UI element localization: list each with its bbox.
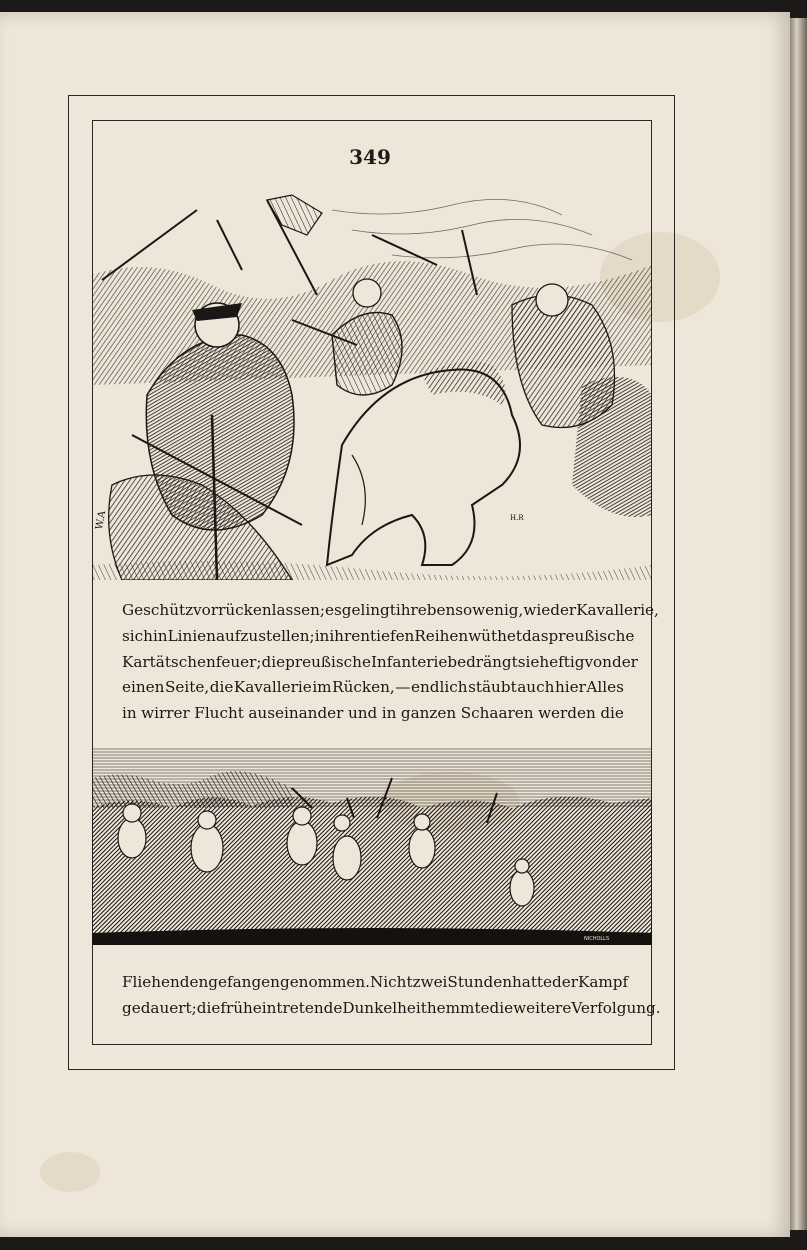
text-line: Fliehenden gefangen genommen. Nicht zwei Stunden hatte der Kampf — [122, 973, 629, 991]
text-line: in wirrer Flucht auseinander und in ganzen Schaaren werden die — [122, 704, 624, 723]
text-line: gedauert; die früh eintretende Dunkelheit hemmte die weitere Verfolgung. — [122, 998, 661, 1017]
text-line: Kartätschenfeuer; die preußische Infanterie bedrängt sie heftig von der — [122, 652, 638, 671]
page-edge — [790, 18, 807, 1230]
page-number: 349 — [349, 145, 391, 169]
text-line: Geschütz vorrücken lassen; es gelingt ihr ebenso wenig, wie der Kavallerie, — [122, 601, 659, 619]
text-line: einen Seite, die Kavallerie im Rücken, — endlich stäubt auch hier Alles — [122, 678, 624, 697]
illustration-signature: W.A — [94, 509, 109, 531]
cavalry-charge-engraving — [92, 185, 652, 580]
fleeing-soldiers-engraving — [92, 748, 652, 945]
fleeing-soldiers-drawing — [92, 748, 652, 945]
illustration-signature-2: H.R — [510, 514, 524, 522]
body-text-block-1 — [122, 598, 659, 727]
cavalry-charge-drawing — [92, 185, 652, 580]
text-line: sich in Linien aufzustellen; in ihren tiefen Reihen wüthet das preußische — [122, 626, 635, 645]
illustration-signature: NICHOLLS — [584, 936, 610, 942]
body-text-block-2 — [122, 970, 661, 1022]
